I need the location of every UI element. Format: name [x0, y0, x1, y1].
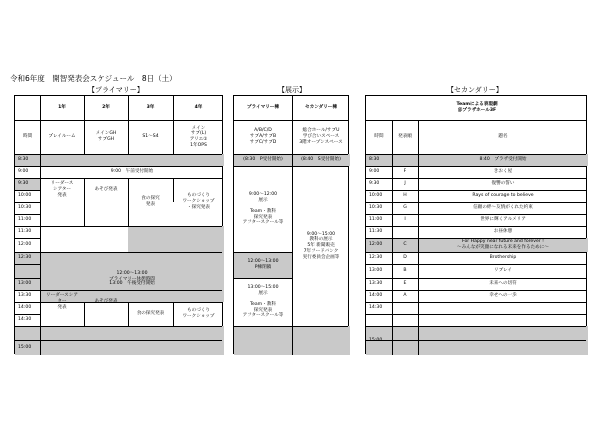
exhibit-p-pm: 13:00～15:00 展示 Team・教科 探究発表 アフタースクール等: [242, 284, 284, 319]
secondary-row-order: G: [403, 205, 407, 211]
secondary-row-title: For Happy near future and forever ! 〜みんなが笑顔になれる未来を作るために〜: [457, 239, 549, 250]
secondary-row-title: リブレイ: [494, 268, 512, 274]
secondary-row-order: E: [403, 281, 407, 287]
primary-time-1330: 13:30: [18, 293, 32, 299]
secondary-row-time: 11:00: [369, 217, 383, 223]
secondary-row-order: C: [403, 242, 407, 248]
exhibit-s-all: 9:00～15:00 教科の展示 5年 新聞販売 7年フードバンク 実行委員会企画等: [302, 231, 340, 260]
primary-time-0930: 9:30: [18, 181, 29, 187]
primary-event-1a: リーダース シアター 発表: [50, 181, 74, 198]
page-title: 令和6年度 開智発表会スケジュール 8日（土）: [10, 74, 177, 83]
secondary-order-label: 発表順: [398, 134, 412, 140]
primary-header-1: 1年: [58, 105, 66, 111]
primary-event-4a: ものづくり ワークショップ ・探究発表: [182, 193, 215, 210]
secondary-row-title: 幸せへの一歩: [489, 293, 517, 299]
secondary-row-time: 12:30: [369, 255, 383, 261]
secondary-header: Teamによる表現劇 ＠プラザホール3F: [456, 102, 498, 113]
shade-p-end: [234, 326, 292, 355]
secondary-row-time: 14:00: [369, 293, 383, 299]
secondary-schedule-table: [365, 95, 587, 354]
primary-time-0900: 9:00: [18, 169, 29, 175]
secondary-row-order: I: [404, 217, 406, 223]
primary-time-1400: 14:00: [18, 305, 32, 311]
primary-time-1230: 12:30: [18, 255, 32, 261]
primary-place-4: メイン サブ(L) アリエ① 1年OPS: [189, 125, 208, 148]
secondary-row-order: [392, 154, 418, 166]
secondary-row-time: 12:00: [369, 242, 383, 248]
primary-event-4b: ものづくり ワークショップ: [182, 308, 215, 319]
secondary-title-label: 題名: [498, 134, 508, 140]
primary-time-1030: 10:30: [18, 205, 32, 211]
primary-event-2a: あそび発表: [94, 187, 118, 193]
primary-time-1130: 11:30: [18, 229, 32, 235]
primary-time-0830: 8:30: [18, 157, 29, 163]
primary-event-1b: リーダースシア ター 発表: [46, 293, 78, 310]
section-label-exhibit: 【展示】: [278, 86, 306, 94]
secondary-row-time: 9:00: [369, 169, 380, 175]
secondary-row-title: 8:40 プラザ受付開始: [479, 157, 527, 163]
primary-event-2b: あそび発表: [94, 299, 118, 305]
primary-header-2: 2年: [102, 105, 110, 111]
shade-s-end: [292, 326, 350, 355]
primary-reception-pm: 13:00 午後受付開始: [109, 281, 155, 287]
secondary-row-order: B: [403, 268, 407, 274]
secondary-row-title: 復讐の誓い: [491, 181, 515, 187]
exhibit-place-primary: A/B/C/D サブA/サブB サブC/サブD: [249, 128, 277, 145]
exhibit-p-am: 9:00～12:00 展示 Team・教科 探究発表 アフタースクール等: [242, 191, 284, 226]
secondary-row-title: 未来への切符: [489, 281, 517, 287]
primary-reception-am: 9:00 午前受付開始: [110, 169, 154, 175]
primary-time-1200: 12:00: [18, 242, 32, 248]
secondary-row-order: F: [403, 169, 407, 175]
secondary-row-time: 9:30: [369, 181, 380, 187]
exhibit-p-reception: (8:30 P受付開始): [243, 157, 283, 163]
secondary-row-title: 信頼の絆〜友情がくれた約束: [473, 205, 533, 211]
secondary-row-title: [418, 326, 588, 355]
secondary-row-time: 15:00: [369, 337, 383, 343]
primary-header-3: 3年: [146, 105, 155, 111]
shade-830: [15, 154, 224, 166]
primary-time-1430: 14:30: [18, 317, 32, 323]
primary-header-4: 4年: [194, 105, 203, 111]
secondary-row-order: A: [403, 293, 407, 299]
primary-schedule-table: [14, 95, 223, 354]
primary-time-label: 時間: [22, 134, 33, 140]
secondary-row-order: D: [403, 255, 407, 261]
secondary-row-order: H: [403, 193, 407, 199]
secondary-row-order: [392, 326, 418, 355]
exhibit-header-primary: プライマリー棟: [246, 105, 280, 111]
secondary-row-time: 11:30: [369, 229, 383, 235]
exhibit-p-break: 12:00～13:00 P棟閉鎖: [247, 259, 279, 270]
primary-event-3b: 食の探究発表: [136, 311, 165, 317]
primary-place-2: メインGH サブGH: [95, 131, 117, 142]
secondary-row-title: お昼休憩: [493, 229, 513, 235]
secondary-row-time: 8:30: [369, 157, 380, 163]
section-label-secondary: 【セカンダリー】: [447, 86, 503, 94]
secondary-row-title: Rays of courage to believe: [472, 193, 534, 199]
secondary-row-time: 10:30: [369, 205, 383, 211]
secondary-row-title: [418, 302, 588, 314]
primary-time-1100: 11:00: [18, 217, 32, 223]
secondary-row-order: [392, 302, 418, 314]
exhibit-s-reception: (8:40 S受付開始): [301, 157, 341, 163]
secondary-time-label: 時間: [374, 134, 384, 140]
primary-place-3: S1～S4: [142, 134, 159, 140]
primary-time-1500: 15:00: [18, 344, 32, 350]
exhibit-header-secondary: セカンダリー棟: [305, 105, 337, 111]
secondary-row-time: 10:00: [369, 193, 383, 199]
primary-time-1000: 10:00: [18, 193, 32, 199]
secondary-row-time: 13:00: [369, 268, 383, 274]
section-label-primary: 【プライマリー】: [88, 86, 144, 94]
secondary-row-order: J: [404, 181, 406, 187]
exhibit-schedule-table: [233, 95, 349, 354]
shade-r34-gap: [128, 226, 224, 252]
secondary-row-time: 13:30: [369, 281, 383, 287]
secondary-row-order: [392, 226, 418, 238]
primary-time-1300: 13:00: [18, 281, 32, 287]
primary-lunch: 12:00～13:00 プライマリー休憩時間: [109, 271, 155, 282]
secondary-row-title: Brothership: [489, 255, 517, 261]
secondary-row-title: 世界に輝くアルメリア: [480, 217, 526, 223]
secondary-row-time: 14:30: [369, 305, 383, 311]
secondary-row-title: きおく屋: [493, 169, 513, 175]
exhibit-place-secondary: 総合ホール/サブU 学び合いスペース 3階オープンスペース: [299, 128, 343, 145]
primary-event-3a: 食の探究 発表: [141, 196, 160, 207]
primary-place-1: プレイルーム: [48, 134, 76, 140]
